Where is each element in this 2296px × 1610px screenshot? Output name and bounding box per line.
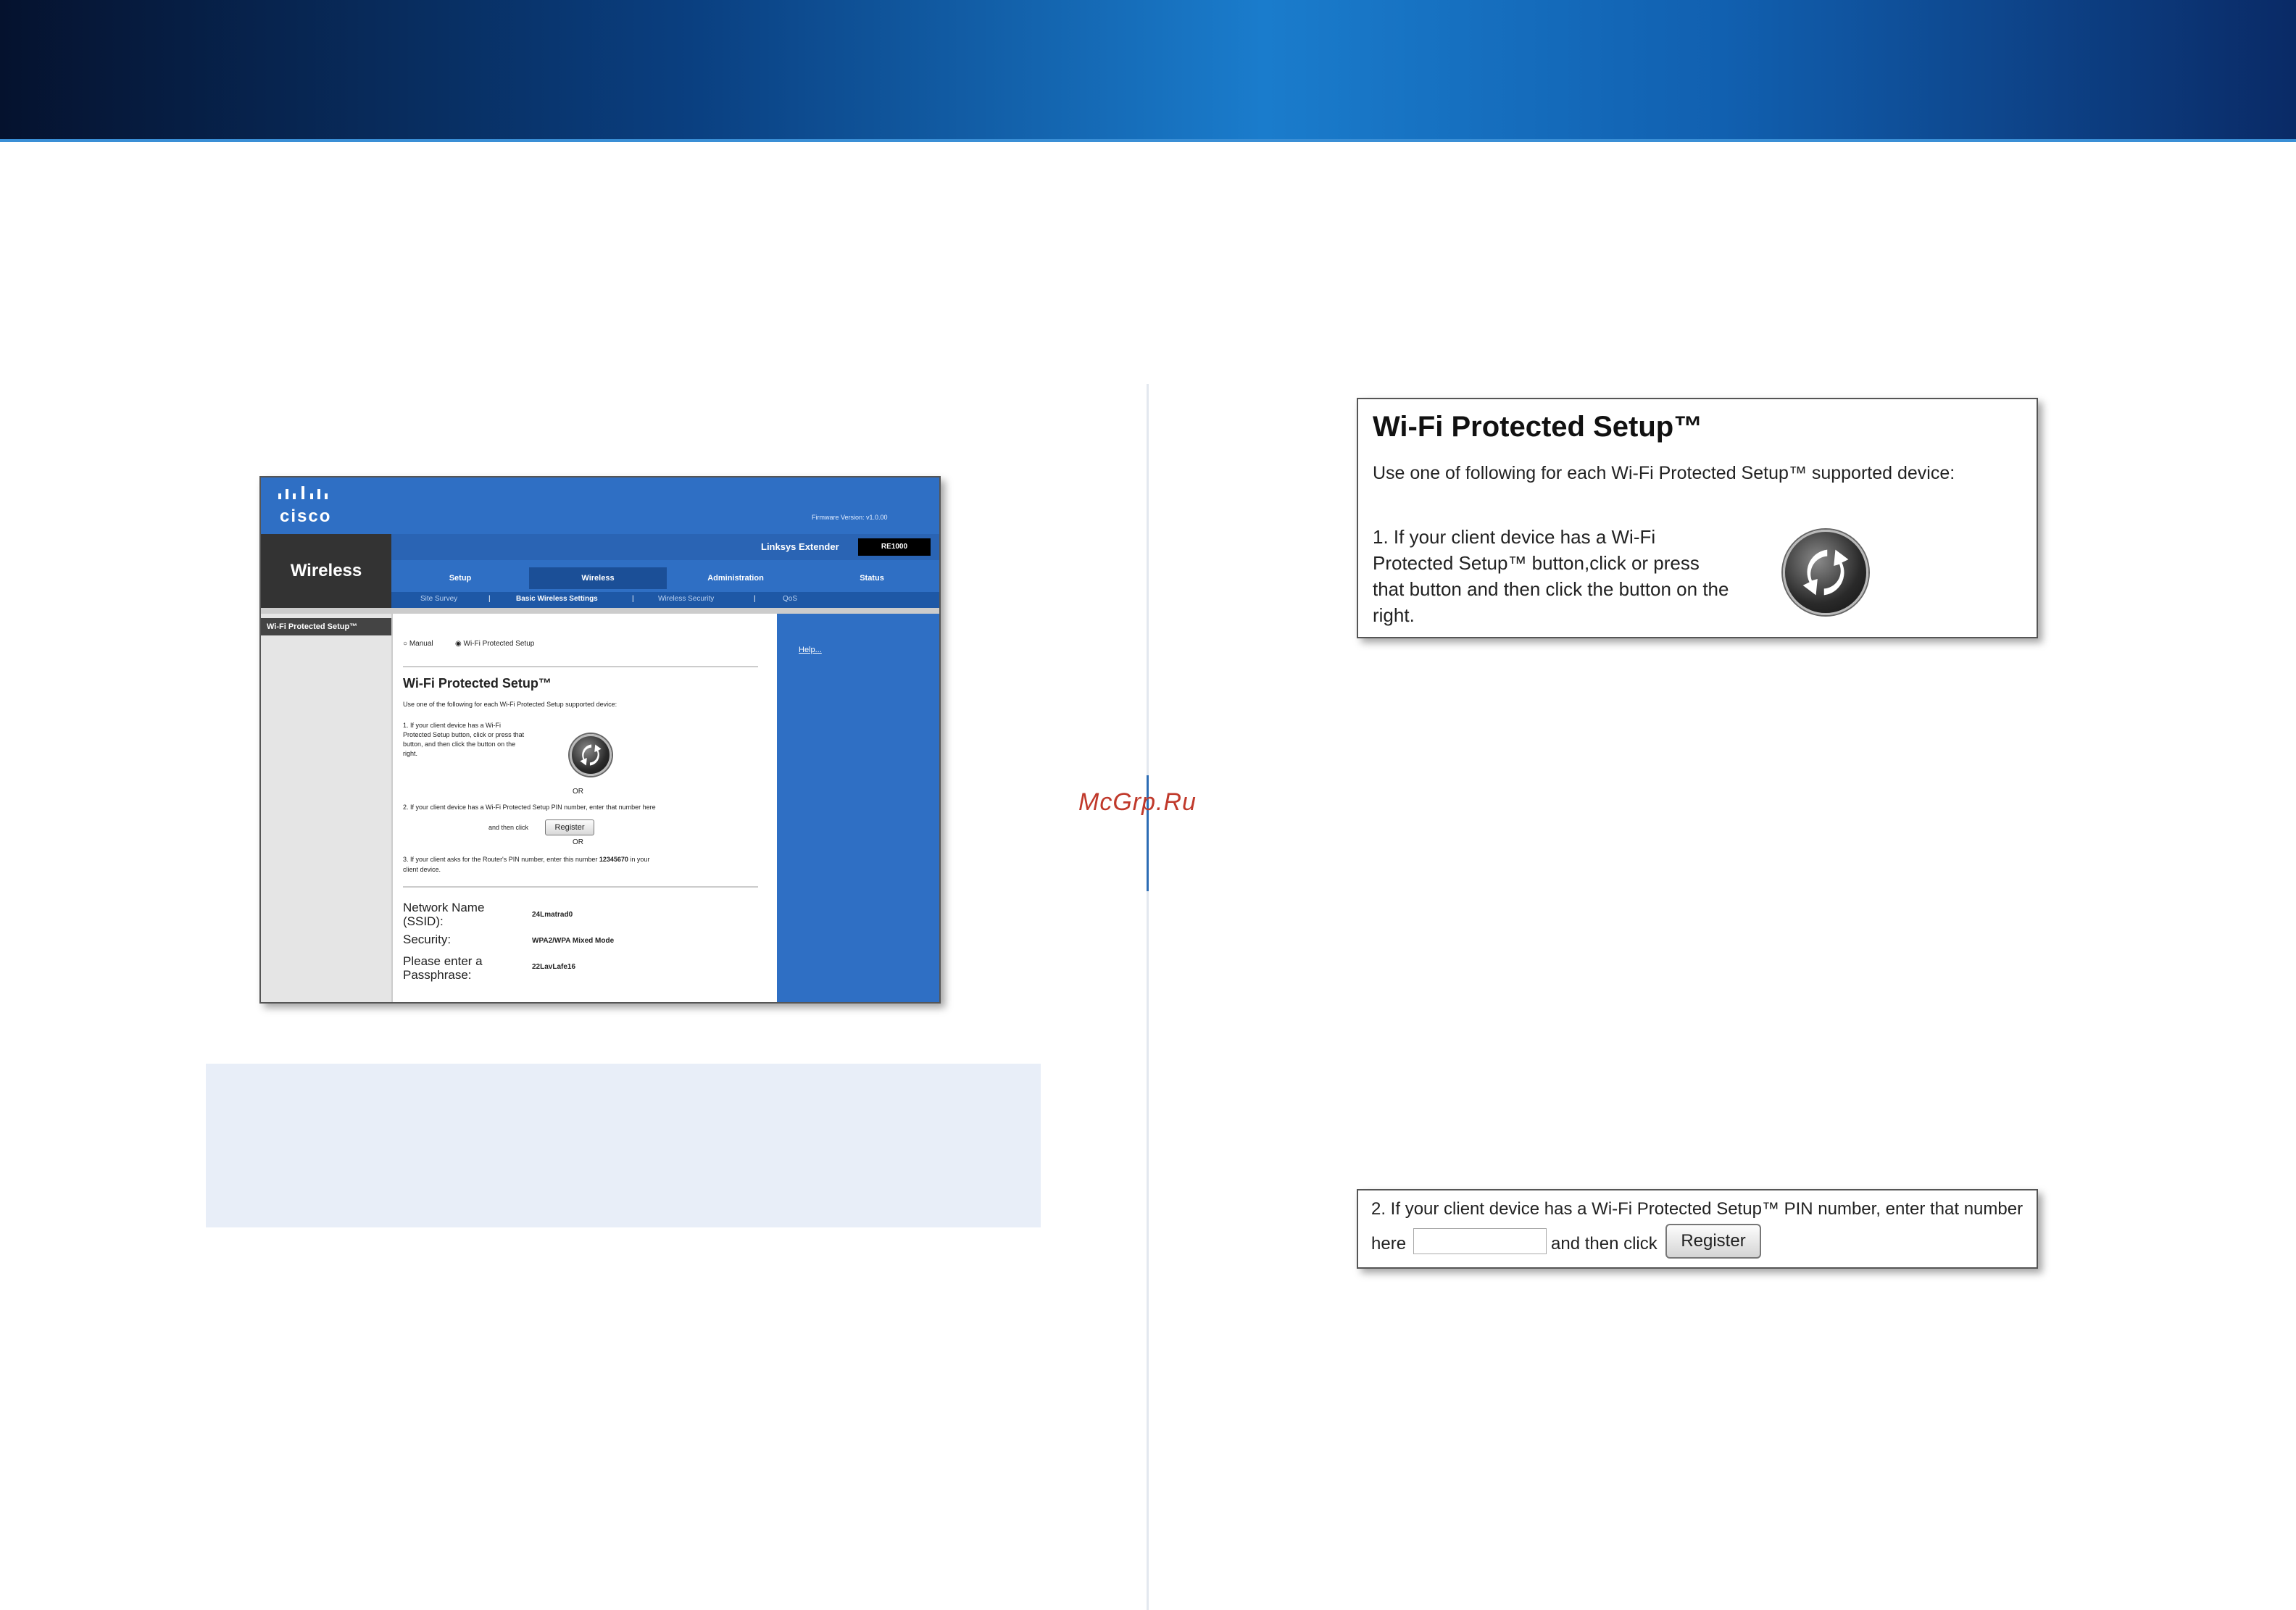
watermark: McGrp.Ru	[1078, 788, 1197, 816]
wps-option-1-crop	[1357, 398, 2038, 638]
subnav-separator: |	[488, 595, 491, 603]
crop2-line-1: 2. If your client device has a Wi-Fi Protected Setup™ PIN number, enter that number	[1371, 1199, 2023, 1219]
divider	[403, 886, 758, 888]
radio-manual[interactable]: ○ Manual	[403, 640, 433, 648]
subnav-basic-wireless[interactable]: Basic Wireless Settings	[516, 595, 598, 603]
tab-status[interactable]: Status	[860, 574, 884, 583]
tab-setup[interactable]: Setup	[449, 574, 472, 583]
cisco-logo-text: cisco	[280, 506, 332, 526]
tab-administration[interactable]: Administration	[707, 574, 764, 583]
subnav-wireless-security[interactable]: Wireless Security	[658, 595, 715, 603]
register-button[interactable]: Register	[545, 819, 594, 835]
subnav-separator: |	[754, 595, 756, 603]
main-tabs	[391, 567, 939, 592]
wps-arrows-icon	[1785, 532, 1866, 613]
wps-icon[interactable]	[1783, 530, 1868, 615]
product-model: RE1000	[858, 538, 931, 556]
product-bar	[391, 534, 939, 560]
help-link[interactable]: Help...	[799, 646, 822, 654]
banner-accent-line	[0, 139, 2296, 142]
sub-navigation	[391, 592, 939, 608]
router-pin: 12345670	[599, 856, 628, 863]
network-name-label: Network Name (SSID):	[403, 901, 485, 928]
crop1-line: 1. If your client device has a Wi-Fi	[1373, 526, 1656, 548]
crop2-tail: and then click	[1551, 1234, 1657, 1254]
passphrase-value: 22LavLafe16	[532, 963, 576, 971]
note-box	[206, 1064, 1041, 1227]
passphrase-label: Please enter a Passphrase:	[403, 954, 483, 982]
wps-option-2-crop	[1357, 1189, 2038, 1269]
crop1-intro: Use one of following for each Wi-Fi Protected Setup™ supported device:	[1373, 463, 1955, 483]
radio-manual-label: Manual	[409, 640, 433, 648]
help-column	[777, 614, 939, 1004]
page-banner	[0, 0, 2296, 141]
or-separator: OR	[573, 838, 583, 846]
wps-intro: Use one of the following for each Wi-Fi Protected Setup supported device:	[403, 701, 617, 708]
crop1-line: that button and then click the button on the	[1373, 578, 1729, 600]
content-panel	[391, 614, 777, 1004]
radio-wps[interactable]: ◉ Wi-Fi Protected Setup	[455, 640, 535, 648]
option-3-text: 3. If your client asks for the Router's PIN number, enter this number	[403, 856, 598, 863]
wps-option-1	[403, 721, 524, 759]
option-2-tail: and then click	[488, 824, 529, 831]
section-title: Wireless	[261, 534, 391, 608]
crop1-option-1	[1373, 524, 1729, 628]
divider	[403, 666, 758, 667]
network-name-value: 24Lmatrad0	[532, 911, 573, 919]
radio-wps-label: Wi-Fi Protected Setup	[463, 640, 535, 648]
crop2-here: here	[1371, 1234, 1407, 1254]
option-1-line: button, and then click the button on the	[403, 741, 516, 748]
security-value: WPA2/WPA Mixed Mode	[532, 937, 615, 945]
register-button[interactable]: Register	[1665, 1224, 1761, 1259]
router-ui-screenshot	[259, 476, 941, 1004]
or-separator: OR	[573, 788, 583, 796]
wps-title: Wi-Fi Protected Setup™	[403, 676, 552, 691]
tab-wireless[interactable]: Wireless	[529, 567, 667, 589]
security-label: Security:	[403, 933, 452, 946]
subnav-separator: |	[632, 595, 634, 603]
side-heading: Wi-Fi Protected Setup™	[261, 618, 391, 635]
subnav-site-survey[interactable]: Site Survey	[420, 595, 458, 603]
column-divider	[1147, 384, 1149, 1610]
firmware-version: Firmware Version: v1.0.00	[812, 514, 888, 521]
product-name: Linksys Extender	[761, 541, 839, 552]
crop1-title: Wi-Fi Protected Setup™	[1373, 411, 1703, 443]
screenshot-header	[261, 477, 939, 534]
option-3-text: in your	[630, 856, 650, 863]
option-1-line: 1. If your client device has a Wi-Fi	[403, 722, 502, 729]
option-1-line: Protected Setup button, click or press that	[403, 731, 525, 738]
wps-option-3	[403, 856, 649, 863]
option-3-end: client device.	[403, 866, 441, 873]
wps-icon[interactable]	[570, 734, 612, 776]
crop1-line: Protected Setup™ button,click or press	[1373, 552, 1700, 574]
wps-option-2: 2. If your client device has a Wi-Fi Protected Setup PIN number, enter that number here	[403, 804, 656, 811]
crop1-line: right.	[1373, 604, 1415, 626]
option-1-line: right.	[403, 750, 418, 757]
subnav-qos[interactable]: QoS	[783, 595, 798, 603]
pin-input[interactable]	[1413, 1228, 1547, 1254]
separator-band	[261, 608, 939, 614]
wps-arrows-icon	[572, 736, 610, 774]
cisco-logo-icon	[277, 485, 342, 504]
